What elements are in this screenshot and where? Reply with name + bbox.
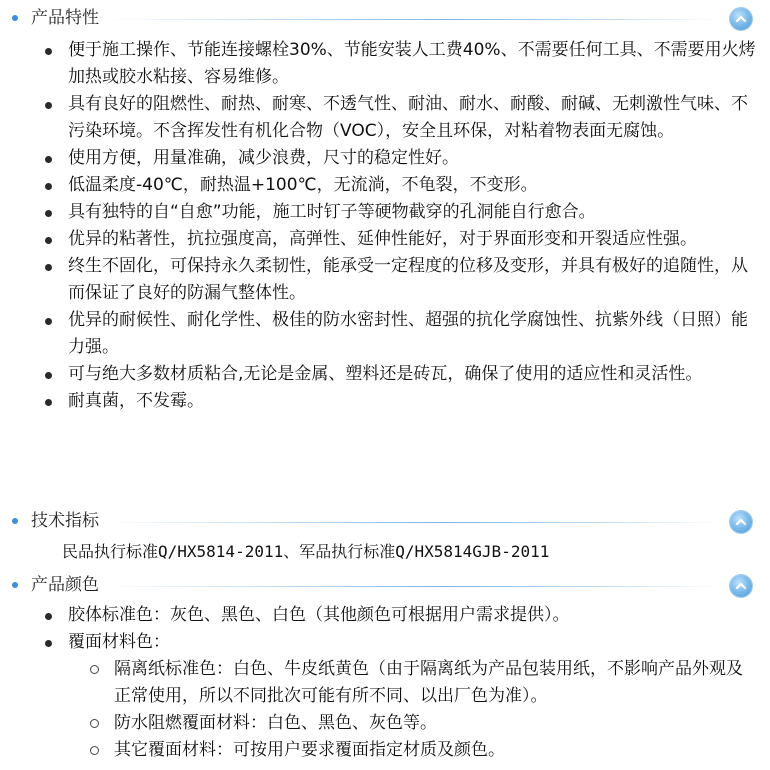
section-colors [0, 570, 770, 764]
list-item: 优异的耐候性、耐化学性、极佳的防水密封性、超强的抗化学腐蚀性、抗紫外线（日照）能力强。 [0, 307, 770, 361]
section-header [0, 570, 770, 600]
list-item: 覆面材料色： [0, 629, 770, 656]
section-specs [0, 506, 770, 565]
list-item: 使用方便，用量准确，减少浪费，尺寸的稳定性好。 [0, 145, 770, 172]
sub-list-item: 其它覆面材料：可按用户要求覆面指定材质及颜色。 [0, 737, 770, 764]
list-item: 便于施工操作、节能连接螺栓30%、节能安装人工费40%、不需要任何工具、不需要用火烤加热或胶水粘接、容易维修。 [0, 37, 770, 91]
section-divider [104, 586, 720, 587]
dot-icon [12, 518, 18, 524]
section-divider [104, 522, 720, 523]
list-item: 低温柔度-40℃，耐热温+100℃，无流淌，不龟裂，不变形。 [0, 172, 770, 199]
list-item: 终生不固化，可保持永久柔韧性，能承受一定程度的位移及变形，并具有极好的追随性，从而保证了良好的防漏气整体性。 [0, 253, 770, 307]
dot-icon [12, 15, 18, 21]
sub-list-item: 隔离纸标准色：白色、牛皮纸黄色（由于隔离纸为产品包装用纸，不影响产品外观及正常使用，所以不同批次可能有所不同、以出厂色为准）。 [0, 656, 770, 710]
arrow-up-circle-icon[interactable] [730, 8, 752, 30]
list-item: 具有独特的自“自愈”功能，施工时钉子等硬物截穿的孔洞能自行愈合。 [0, 199, 770, 226]
list-item: 可与绝大多数材质粘合,无论是金属、塑料还是砖瓦，确保了使用的适应性和灵活性。 [0, 361, 770, 388]
list-item: 优异的粘著性，抗拉强度高，高弹性、延伸性能好，对于界面形变和开裂适应性强。 [0, 226, 770, 253]
dot-icon [12, 582, 18, 588]
arrow-up-circle-icon[interactable] [730, 511, 752, 533]
feature-list [0, 37, 770, 415]
arrow-up-circle-icon[interactable] [730, 575, 752, 597]
section-header [0, 506, 770, 536]
section-features [0, 3, 770, 415]
list-item: 具有良好的阻燃性、耐热、耐寒、不透气性、耐油、耐水、耐酸、耐碱、无刺激性气味、不污染环境。不含挥发性有机化合物（VOC），安全且环保，对粘着物表面无腐蚀。 [0, 91, 770, 145]
sub-list-item: 防水阻燃覆面材料：白色、黑色、灰色等。 [0, 710, 770, 737]
section-title: 产品特性 [31, 8, 99, 28]
spec-standards-text: 民品执行标准Q/HX5814-2011、军品执行标准Q/HX5814GJB-2011 [62, 542, 550, 561]
list-item: 耐真菌，不发霉。 [0, 388, 770, 415]
facing-material-sublist [0, 656, 770, 764]
color-list [0, 602, 770, 656]
section-divider [104, 19, 720, 20]
list-item: 胶体标准色：灰色、黑色、白色（其他颜色可根据用户需求提供）。 [0, 602, 770, 629]
section-title: 产品颜色 [31, 575, 99, 595]
section-header [0, 3, 770, 33]
section-title: 技术指标 [31, 511, 99, 531]
